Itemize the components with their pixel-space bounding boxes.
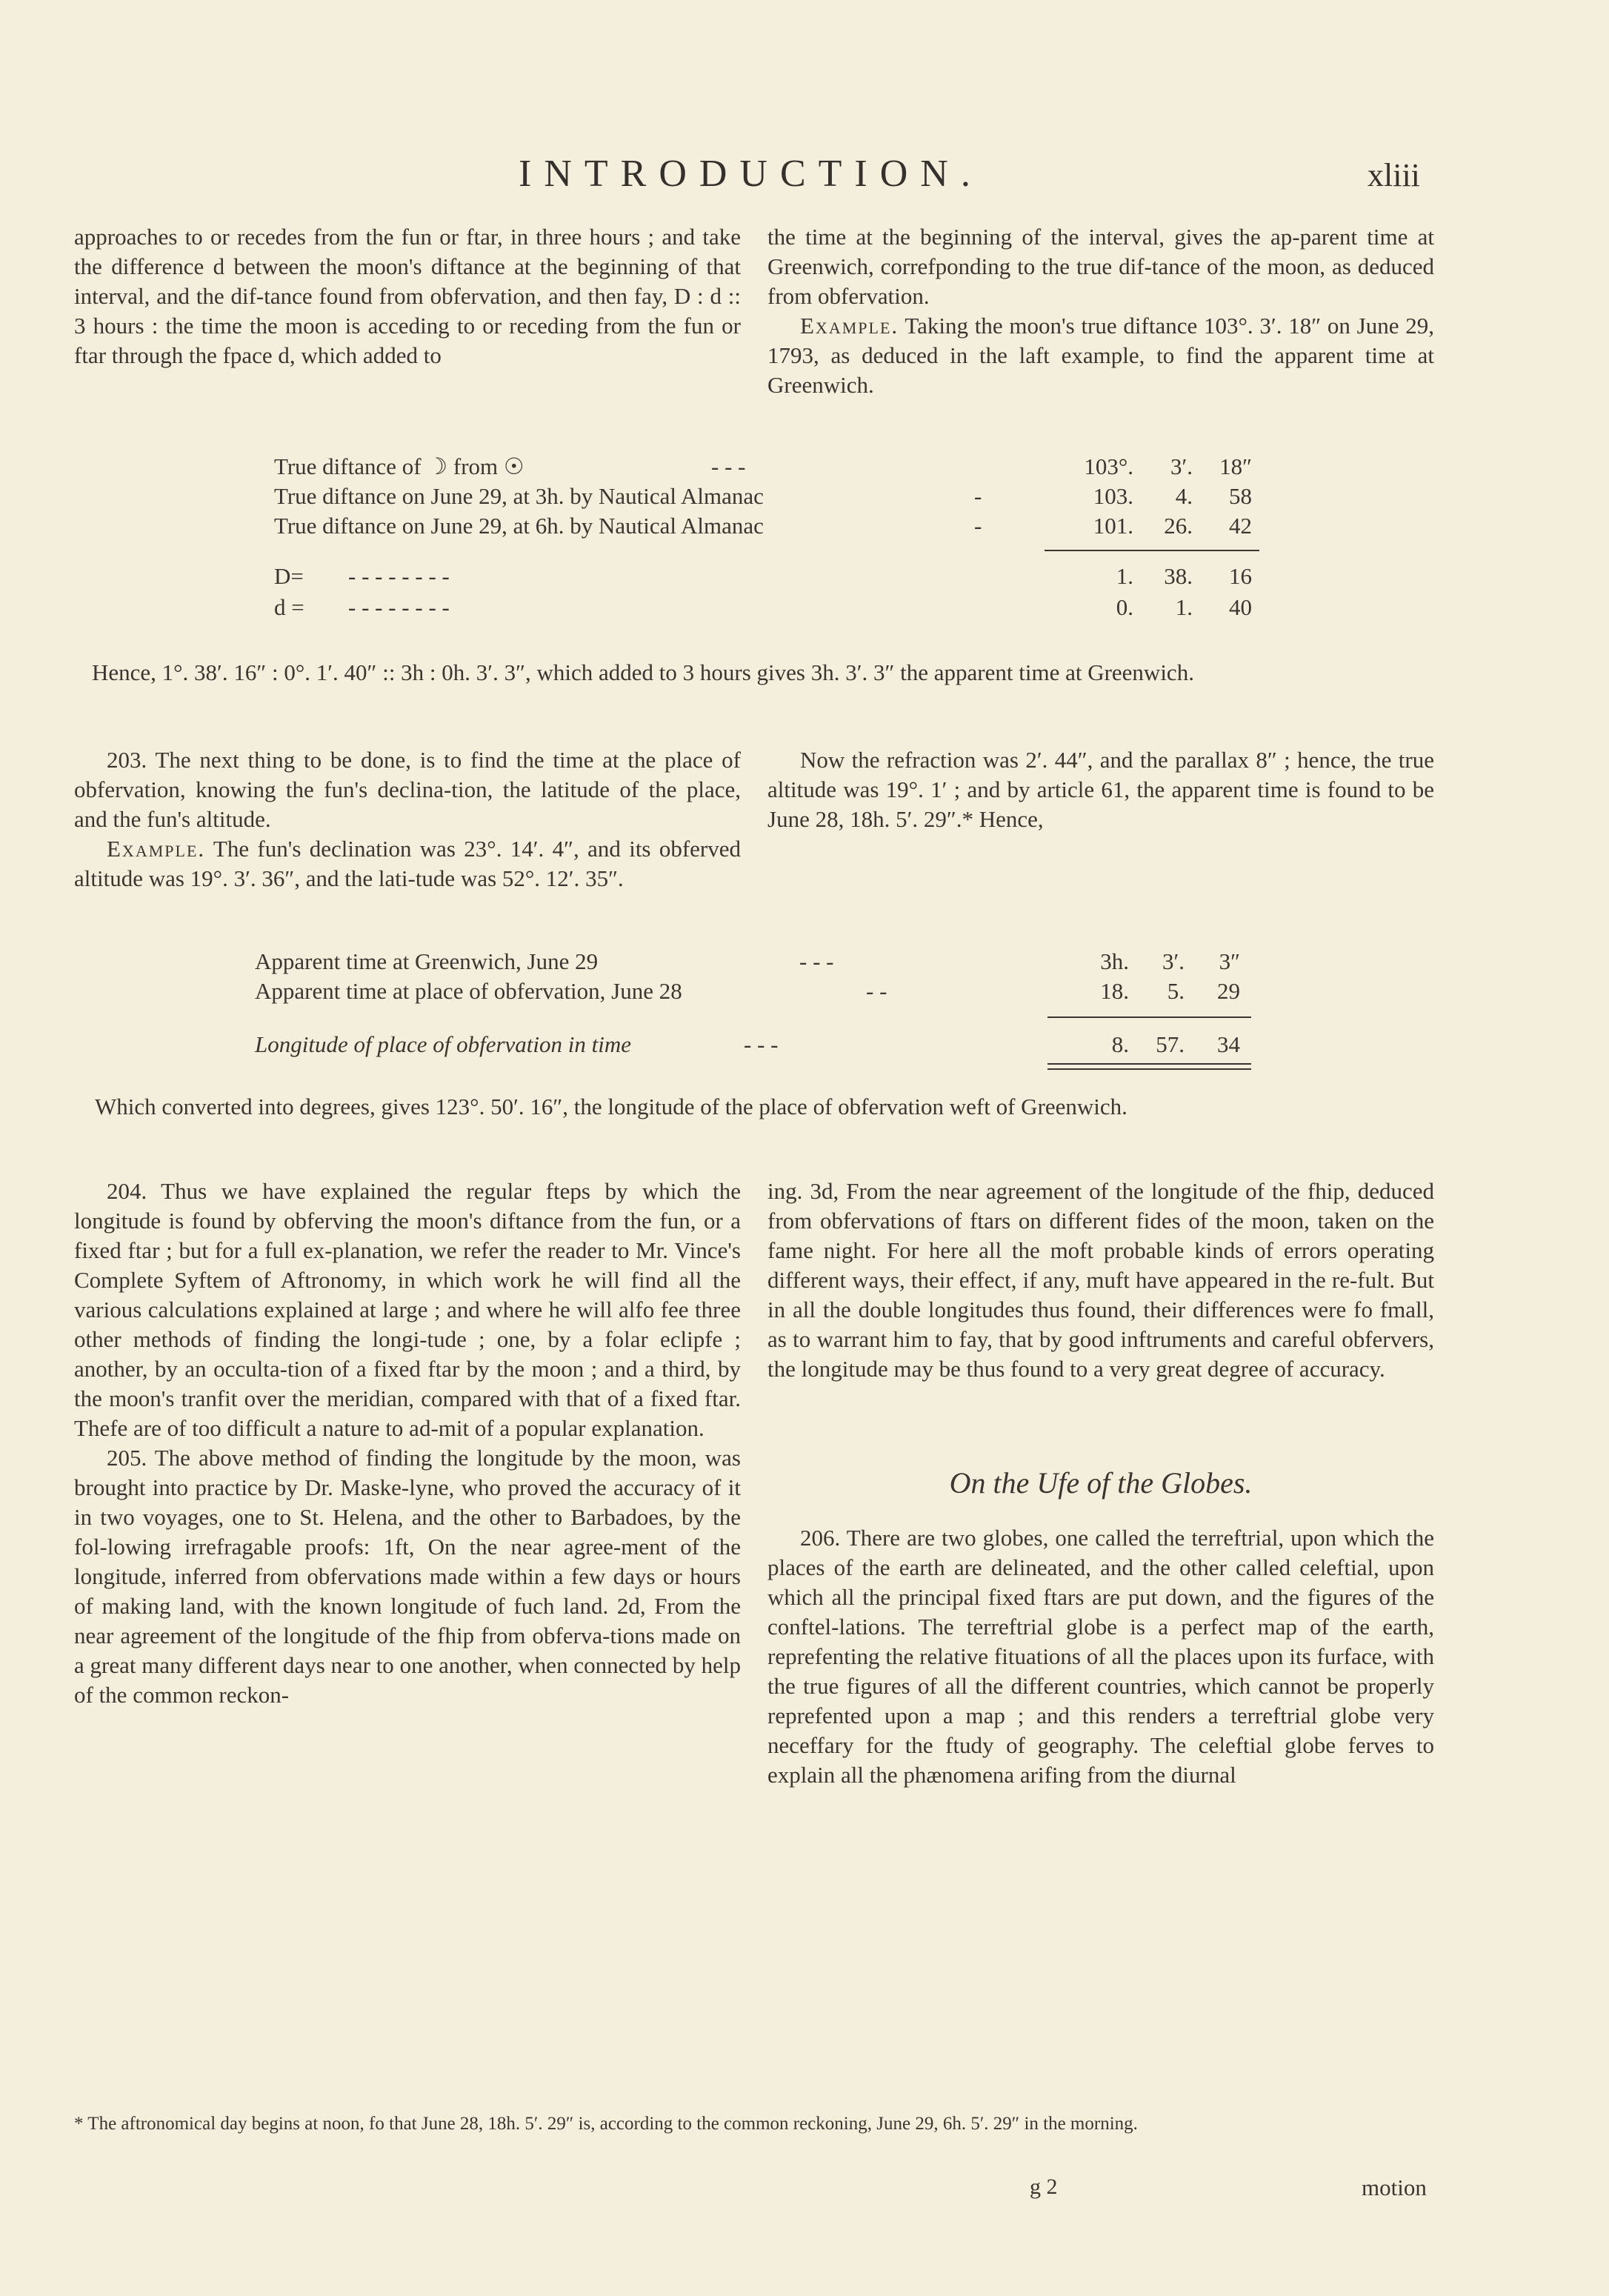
- example-text: Taking the moon's true diftance 103°. 3′. 18″ on June 29, 1793, as deduced in the laft example, to find the apparent time at Greenwich.: [767, 313, 1434, 398]
- hence-paragraph: [74, 658, 1434, 688]
- seconds-value: 16: [1229, 563, 1252, 589]
- row-label: Longitude of place of obfervation in time: [255, 1031, 631, 1057]
- seconds-value: 40: [1229, 594, 1252, 620]
- minutes-value: 1.: [1175, 594, 1193, 620]
- minutes-value: 26.: [1164, 513, 1193, 539]
- paragraph-text: 206. There are two globes, one called the terreftrial, upon which the places of the earth are delineated, and the other called celeftial, upon which all the principal fixed ftars are put down, and the figures of the conftel-lations. The terreftrial globe is a perfect map of the earth, reprefenting the relative fituations of all the places upon its furface, with the true figures of all the different countries, which cannot be properly reprefented upon a map ; and this renders a terreftrial globe very neceffary for the ftudy of geography. The celeftial globe ferves to explain all the phænomena arifing from the diurnal: [767, 1525, 1434, 1788]
- footnote: * The aftronomical day begins at noon, fo that June 28, 18h. 5′. 29″ is, according to the common reckoning, June 29, 6h. 5′. 29″ in the morning.: [74, 2114, 1138, 2134]
- row-leader: - - - - - - - -: [348, 594, 450, 620]
- paragraph-text: Hence, 1°. 38′. 16″ : 0°. 1′. 40″ :: 3h : 0h. 3′. 3″, which added to 3 hours gives 3h. 3′. 3″ the apparent time at Greenwich.: [92, 659, 1194, 685]
- degrees-value: 101.: [1093, 513, 1133, 539]
- row-label: True diftance on June 29, at 3h. by Nautical Almanac: [274, 483, 764, 509]
- seconds-value: 34: [1217, 1031, 1240, 1057]
- row-leader: -: [974, 483, 982, 509]
- paragraph-204: 204. Thus we have explained the regular fteps by which the longitude is found by obferving the moon's diftance from the fun, or a fixed ftar ; but for a full ex-planation, we refer the reader to Mr. Vince's Complete Syftem of Aftronomy, in which work he will find all the various calculations explained at large ; and where he will alfo fee three other methods of finding the longi-tude ; one, by a folar eclipfe ; another, by an occulta-tion of a fixed ftar by the moon ; and a third, by the moon's tranfit over the meridian, compared with that of a fixed ftar. Thefe are of too difficult a nature to ad-mit of a popular explanation.: [74, 1178, 741, 1441]
- total-rule: [1047, 1063, 1251, 1070]
- minutes-value: 38.: [1164, 563, 1193, 589]
- minutes-value: 5.: [1167, 978, 1185, 1004]
- top-right-paragraph: [767, 222, 1434, 400]
- paragraph-text: approaches to or recedes from the fun or ftar, in three hours ; and take the difference d between the moon's diftance at the beginning of that interval, and the dif-tance found from obfervation, and then fay, D : d :: 3 hours : the time the moon is acceding to or receding from the fun or ftar through the fpace d, which added to: [74, 224, 741, 368]
- converted-paragraph: [95, 1092, 1455, 1122]
- paragraph-text: 203. The next thing to be done, is to find the time at the place of obfervation, knowing the fun's declina-tion, the latitude of the place, and the fun's altitude.: [74, 747, 741, 832]
- row-leader: - - -: [799, 948, 834, 974]
- minutes-value: 3′.: [1162, 948, 1185, 974]
- row-label: True diftance of ☽ from ☉: [274, 453, 524, 479]
- section-heading: On the Ufe of the Globes.: [949, 1466, 1253, 1500]
- row-label: d =: [274, 594, 304, 620]
- example-label: Example.: [800, 313, 899, 339]
- page-number: xliii: [1368, 157, 1420, 193]
- row-label: True diftance on June 29, at 6h. by Nautical Almanac: [274, 513, 764, 539]
- paragraph-text: the time at the beginning of the interval, gives the ap-parent time at Greenwich, correfponding to the true dif-tance of the moon, as deduced from obfervation.: [767, 224, 1434, 309]
- row-label: Apparent time at place of obfervation, June 28: [255, 978, 682, 1004]
- row-leader: - -: [866, 978, 887, 1004]
- hours-value: 3h.: [1100, 948, 1129, 974]
- seconds-value: 3″: [1219, 948, 1240, 974]
- row-leader: - - - - - - - -: [348, 563, 450, 589]
- paragraph-text: Now the refraction was 2′. 44″, and the parallax 8″ ; hence, the true altitude was 19°. 1′ ; and by article 61, the apparent time is found to be June 28, 18h. 5′. 29″.* Hence,: [767, 747, 1434, 832]
- row-label: D=: [274, 563, 304, 589]
- example-paragraph: [74, 834, 741, 894]
- paragraph-205-continued: [767, 1177, 1434, 1384]
- paragraph-206: [767, 1523, 1434, 1790]
- seconds-value: 29: [1217, 978, 1240, 1004]
- catchword: motion: [1362, 2174, 1427, 2200]
- row-label: Apparent time at Greenwich, June 29: [255, 948, 599, 974]
- page-title: INTRODUCTION.: [519, 153, 983, 195]
- sum-rule: [1047, 1016, 1251, 1018]
- hours-value: 8.: [1111, 1031, 1129, 1057]
- row-leader: - - -: [711, 453, 746, 479]
- paragraph-203-continued: [767, 745, 1434, 834]
- paragraph-204-205: [74, 1177, 741, 1710]
- time-table: [255, 948, 1255, 1074]
- minutes-value: 4.: [1175, 483, 1193, 509]
- sum-rule: [1045, 550, 1259, 551]
- distance-table: [274, 453, 1274, 639]
- paragraph-text: Which converted into degrees, gives 123°. 50′. 16″, the longitude of the place of obfervation weft of Greenwich.: [95, 1094, 1127, 1119]
- paragraph-text: ing. 3d, From the near agreement of the longitude of the fhip, deduced from obfervations of ftars on different fides of the moon, taken on the fame night. For here all the moft probable kinds of errors operating different ways, their effect, if any, muft have appeared in the re-fult. But in all the double longitudes thus found, their differences were fo fmall, as to warrant him to fay, that by good inftruments and careful obfervers, the longitude may be thus found to a very great degree of accuracy.: [767, 1178, 1434, 1382]
- paragraph-205: 205. The above method of finding the longitude by the moon, was brought into practice by Dr. Maske-lyne, who proved the accuracy of it in two voyages, one to St. Helena, and the other to Barbadoes, by the fol-lowing irrefragable proofs: 1ft, On the near agree-ment of the longitude, inferred from obfervations made within a few days or hours of making land, with the known longitude of fuch land. 2d, From the near agreement of the longitude of the fhip from obferva-tions made on a great many different days near to one another, when connected by help of the common reckon-: [74, 1445, 741, 1708]
- degrees-value: 1.: [1116, 563, 1133, 589]
- hours-value: 18.: [1100, 978, 1129, 1004]
- paragraph-203: [74, 745, 741, 894]
- row-leader: - - -: [744, 1031, 779, 1057]
- minutes-value: 3′.: [1170, 453, 1193, 479]
- example-label: Example.: [107, 836, 206, 862]
- minutes-value: 57.: [1156, 1031, 1185, 1057]
- seconds-value: 18″: [1219, 453, 1252, 479]
- running-header: [0, 152, 1609, 204]
- degrees-value: 103.: [1093, 483, 1133, 509]
- signature-mark: g 2: [1030, 2174, 1058, 2199]
- degrees-value: 0.: [1116, 594, 1133, 620]
- row-leader: -: [974, 513, 982, 539]
- top-left-paragraph: [74, 222, 741, 370]
- seconds-value: 42: [1229, 513, 1252, 539]
- seconds-value: 58: [1229, 483, 1252, 509]
- example-text: The fun's declination was 23°. 14′. 4″, and its obferved altitude was 19°. 3′. 36″, and the lati-tude was 52°. 12′. 35″.: [74, 836, 741, 891]
- degrees-value: 103°.: [1084, 453, 1133, 479]
- example-paragraph: [767, 311, 1434, 400]
